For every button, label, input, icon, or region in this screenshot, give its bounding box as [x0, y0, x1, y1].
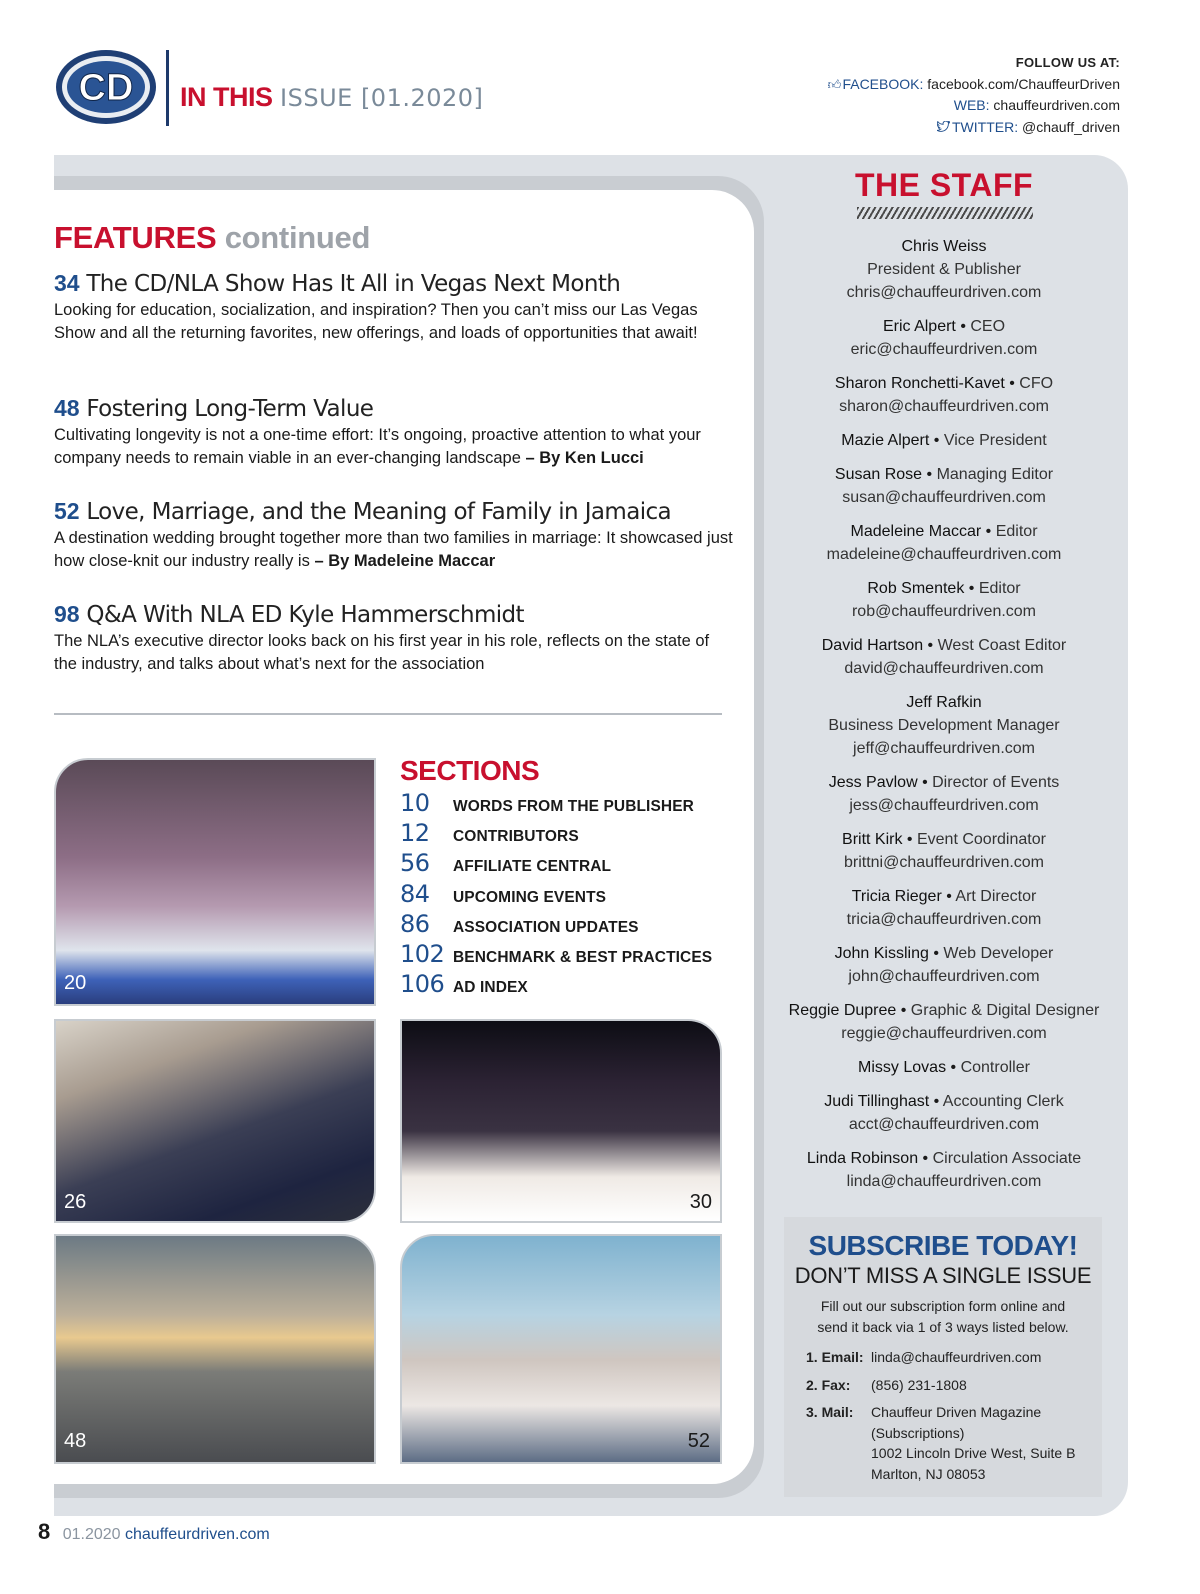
section-item[interactable] [400, 819, 720, 849]
staff-email[interactable]: rob@chauffeurdriven.com [851, 603, 1037, 620]
staff-name: Reggie Dupree [788, 1002, 897, 1019]
staff-email[interactable]: tricia@chauffeurdriven.com [846, 911, 1042, 928]
section-label: ASSOCIATION UPDATES [453, 918, 639, 936]
staff-email[interactable]: susan@chauffeurdriven.com [842, 489, 1046, 506]
staff-entry: Eric Alpert • CEO eric@chauffeurdriven.com [760, 315, 1128, 361]
staff-email[interactable]: jess@chauffeurdriven.com [849, 797, 1039, 814]
features-title-continued: continued [224, 220, 371, 255]
section-label: BENCHMARK & BEST PRACTICES [453, 948, 713, 966]
staff-email[interactable]: david@chauffeurdriven.com [844, 660, 1044, 677]
photo-page-number: 26 [64, 1191, 87, 1213]
staff-role: CEO [970, 318, 1006, 335]
feature-page-number: 98 [54, 601, 80, 627]
subscribe-subtitle: DON’T MISS A SINGLE ISSUE [794, 1263, 1092, 1288]
staff-email[interactable]: sharon@chauffeurdriven.com [839, 398, 1049, 415]
staff-role: Art Director [955, 888, 1037, 905]
subscribe-email-label: 1. Email: [806, 1349, 864, 1365]
mail-line-4: Marlton, NJ 08053 [871, 1465, 986, 1482]
subscribe-fax-row [806, 1375, 1096, 1396]
feature-description [54, 630, 734, 676]
section-item[interactable] [400, 910, 720, 940]
section-page-number: 56 [400, 849, 430, 878]
subscribe-mail-label: 3. Mail: [806, 1404, 854, 1420]
staff-entry: Missy Lovas • Controller [858, 1059, 1030, 1076]
staff-entry: Judi Tillinghast • Accounting Clerk acct@chauffeurdriven.com [760, 1090, 1128, 1136]
feature-item[interactable] [54, 497, 734, 573]
feature-desc-text: The NLA’s executive director looks back on his first year in his role, reflects on the state of the industry, and talks about what’s next for the association [54, 632, 710, 673]
sections-list [400, 789, 720, 1000]
photo-page-26[interactable] [54, 1019, 376, 1223]
staff-entry: Susan Rose • Managing Editor susan@chauffeurdriven.com [760, 463, 1128, 509]
cd-logo [54, 48, 158, 126]
feature-byline: – By Ken Lucci [525, 449, 644, 467]
photo-page-20[interactable] [54, 758, 376, 1006]
subscribe-email-link[interactable]: linda@chauffeurdriven.com [871, 1349, 1042, 1365]
feature-title-text: The CD/NLA Show Has It All in Vegas Next Month [86, 271, 621, 297]
web-line[interactable] [826, 95, 1120, 117]
facebook-label: FACEBOOK: [842, 75, 924, 92]
staff-role: Vice President [943, 432, 1047, 449]
staff-entry [760, 235, 1128, 304]
subscribe-email-row [806, 1347, 1096, 1368]
feature-title[interactable] [54, 269, 734, 298]
web-link[interactable]: chauffeurdriven.com [993, 97, 1120, 113]
staff-email[interactable]: brittni@chauffeurdriven.com [843, 854, 1045, 871]
features-divider [54, 713, 722, 715]
web-label: WEB: [953, 97, 990, 113]
feature-title-text: Fostering Long-Term Value [86, 396, 374, 422]
staff-role: President & Publisher [867, 261, 1021, 278]
section-page-number: 102 [400, 939, 445, 968]
staff-name: Mazie Alpert [841, 432, 930, 449]
features-heading [54, 220, 370, 256]
staff-heading: THE STAFF [854, 167, 1034, 203]
section-label: WORDS FROM THE PUBLISHER [453, 798, 694, 815]
title-issue: ISSUE [01.2020] [280, 84, 484, 112]
mail-line-1: Chauffeur Driven Magazine [871, 1404, 1042, 1420]
staff-email[interactable]: chris@chauffeurdriven.com [846, 284, 1042, 301]
section-label: UPCOMING EVENTS [453, 888, 607, 906]
staff-name: Eric Alpert [882, 318, 956, 335]
staff-name: Susan Rose [834, 466, 923, 483]
section-page-number: 12 [400, 819, 430, 848]
feature-page-number: 52 [54, 498, 80, 524]
feature-title-text: Q&A With NLA ED Kyle Hammerschmidt [86, 602, 524, 628]
staff-role: Circulation Associate [932, 1150, 1082, 1167]
staff-name: John Kissling [834, 945, 929, 962]
staff-name: Rob Smentek [867, 580, 965, 597]
twitter-line[interactable] [826, 117, 1120, 139]
page-title [180, 82, 483, 113]
mail-line-3: 1002 Lincoln Drive West, Suite B [871, 1445, 1076, 1461]
feature-description [54, 424, 734, 470]
sections-heading: SECTIONS [400, 755, 540, 786]
subscribe-title: SUBSCRIBE TODAY! [808, 1230, 1078, 1261]
staff-name: Judi Tillinghast [824, 1093, 930, 1110]
staff-role: Editor [978, 580, 1021, 597]
follow-title: FOLLOW US AT: [1015, 55, 1120, 70]
section-item[interactable] [400, 849, 720, 879]
section-item[interactable] [400, 789, 720, 819]
staff-entry: John Kissling • Web Developer john@chauffeurdriven.com [760, 942, 1128, 988]
page-footer [38, 1519, 270, 1545]
staff-entry: Sharon Ronchetti-Kavet • CFO sharon@chauffeurdriven.com [760, 372, 1128, 418]
staff-entry: Tricia Rieger • Art Director tricia@chauffeurdriven.com [760, 885, 1128, 931]
staff-role: Event Coordinator [916, 831, 1046, 848]
staff-email[interactable]: john@chauffeurdriven.com [848, 968, 1040, 985]
feature-title[interactable] [54, 394, 734, 423]
staff-hatch-decoration [857, 207, 1033, 219]
staff-role: Editor [995, 523, 1038, 540]
staff-email[interactable]: jeff@chauffeurdriven.com [853, 740, 1035, 757]
staff-email[interactable]: reggie@chauffeurdriven.com [841, 1025, 1047, 1042]
staff-entry: Jess Pavlow • Director of Events jess@chauffeurdriven.com [760, 771, 1128, 817]
twitter-link[interactable]: @chauff_driven [1021, 118, 1120, 135]
feature-page-number: 48 [54, 395, 80, 421]
photo-page-48[interactable] [54, 1234, 376, 1464]
subscribe-ways [806, 1347, 1096, 1491]
section-page-number: 86 [400, 909, 430, 938]
twitter-label: TWITTER: [951, 118, 1019, 135]
subscribe-mail-row [806, 1402, 1096, 1484]
feature-title-text: Love, Marriage, and the Meaning of Family in Jamaica [86, 499, 672, 525]
staff-email[interactable]: eric@chauffeurdriven.com [850, 341, 1038, 358]
staff-role: Graphic & Digital Designer [910, 1002, 1100, 1019]
subscribe-box [784, 1217, 1102, 1497]
photo-page-number: 48 [64, 1430, 87, 1452]
staff-entry [760, 691, 1128, 760]
thumbs-up-icon: 👍︎ [827, 76, 842, 92]
staff-name: Chris Weiss [901, 238, 987, 255]
feature-item[interactable] [54, 394, 734, 470]
staff-entry: Linda Robinson • Circulation Associate linda@chauffeurdriven.com [760, 1147, 1128, 1193]
staff-entry: Rob Smentek • Editor rob@chauffeurdriven.com [760, 577, 1128, 623]
subscribe-text: Fill out our subscription form online and send it back via 1 of 3 ways listed below. [817, 1298, 1069, 1335]
photo-page-number: 52 [687, 1430, 710, 1452]
staff-role: Managing Editor [936, 466, 1054, 483]
footer-site-link[interactable]: chauffeurdriven.com [125, 1526, 270, 1543]
section-item[interactable] [400, 880, 720, 910]
facebook-link[interactable]: facebook.com/ChauffeurDriven [927, 75, 1120, 92]
staff-role: Web Developer [943, 945, 1054, 962]
staff-email[interactable]: acct@chauffeurdriven.com [848, 1116, 1040, 1133]
staff-name: Missy Lovas [858, 1059, 947, 1076]
section-label: CONTRIBUTORS [453, 828, 579, 846]
staff-role: Director of Events [932, 774, 1060, 791]
feature-item[interactable] [54, 600, 734, 676]
staff-role: Accounting Clerk [942, 1093, 1064, 1110]
title-in-this: IN THIS [180, 82, 273, 112]
section-page-number: 10 [400, 789, 430, 817]
section-label: AFFILIATE CENTRAL [453, 858, 612, 876]
subscribe-mail-address [871, 1402, 1096, 1484]
feature-description [54, 299, 734, 345]
feature-desc-text: Looking for education, socialization, and inspiration? Then you can’t miss our Las Vegas Show and all the returning favorites, new offerings, and loads of opportunities that await! [54, 301, 698, 342]
facebook-line[interactable] [826, 74, 1120, 96]
section-item[interactable] [400, 940, 720, 970]
staff-list [760, 235, 1128, 1193]
photo-page-52[interactable] [400, 1234, 722, 1464]
staff-entry: David Hartson • West Coast Editor david@chauffeurdriven.com [760, 634, 1128, 680]
feature-desc-text: Cultivating longevity is not a one-time effort: It’s ongoing, proactive attention to what your company needs to remain viable in an ever-changing landscape [54, 426, 701, 467]
section-page-number: 84 [400, 879, 430, 908]
staff-entry: Mazie Alpert • Vice President [841, 432, 1047, 449]
feature-description [54, 527, 734, 573]
staff-name: David Hartson [821, 637, 924, 654]
features-title-main: FEATURES [54, 220, 217, 255]
feature-desc-text: A destination wedding brought together more than two families in marriage: It showcased just how close-knit our industry really is [54, 529, 733, 570]
feature-page-number: 34 [54, 270, 80, 296]
photo-page-30[interactable] [400, 1019, 722, 1223]
feature-title[interactable] [54, 497, 734, 526]
staff-name: Tricia Rieger [851, 888, 942, 905]
logo-text: CD [78, 67, 134, 109]
feature-title[interactable] [54, 600, 734, 629]
staff-email[interactable]: madeleine@chauffeurdriven.com [826, 546, 1062, 563]
staff-name: Madeleine Maccar [850, 523, 982, 540]
photo-page-number: 30 [689, 1191, 712, 1213]
subscribe-fax-number: (856) 231-1808 [871, 1376, 967, 1393]
staff-name: Jess Pavlow [828, 774, 918, 791]
header-divider [166, 50, 169, 126]
feature-item[interactable] [54, 269, 734, 345]
subscribe-fax-label: 2. Fax: [806, 1376, 851, 1393]
section-page-number: 106 [400, 970, 445, 999]
staff-email[interactable]: linda@chauffeurdriven.com [846, 1173, 1042, 1190]
staff-name: Sharon Ronchetti-Kavet [834, 375, 1005, 392]
follow-us [826, 52, 1120, 138]
staff-entry: Britt Kirk • Event Coordinator brittni@chauffeurdriven.com [760, 828, 1128, 874]
staff-role: Business Development Manager [828, 717, 1060, 734]
staff-name: Jeff Rafkin [906, 694, 982, 711]
staff-role: Controller [960, 1059, 1030, 1076]
section-item[interactable] [400, 970, 720, 1000]
staff-name: Linda Robinson [806, 1150, 919, 1167]
page-number: 8 [38, 1519, 51, 1544]
staff-name: Britt Kirk [842, 831, 903, 848]
photo-page-number: 20 [64, 972, 87, 994]
feature-byline: – By Madeleine Maccar [314, 552, 496, 570]
staff-entry: Reggie Dupree • Graphic & Digital Designer reggie@chauffeurdriven.com [760, 999, 1128, 1045]
staff-role: West Coast Editor [937, 637, 1067, 654]
staff-role: CFO [1019, 375, 1054, 392]
mail-line-2: (Subscriptions) [871, 1424, 965, 1441]
footer-date: 01.2020 [62, 1526, 121, 1543]
twitter-bird-icon [936, 117, 952, 139]
section-label: AD INDEX [453, 979, 528, 997]
staff-entry: Madeleine Maccar • Editor madeleine@chauffeurdriven.com [760, 520, 1128, 566]
